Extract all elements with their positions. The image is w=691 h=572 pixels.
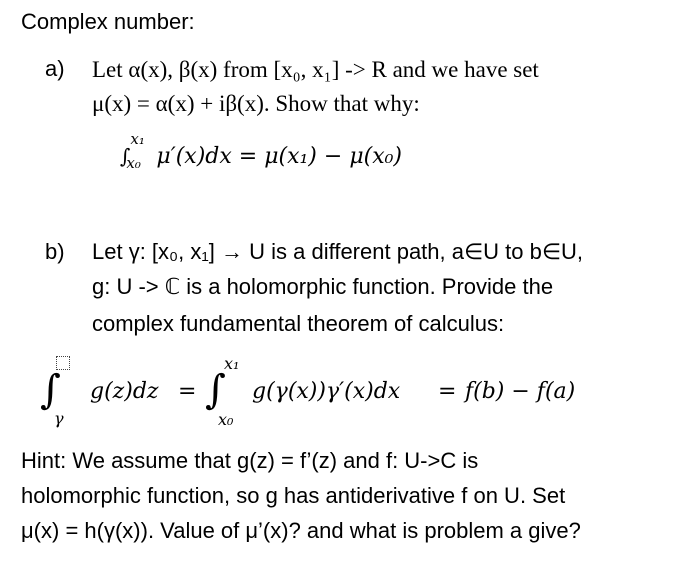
part-b-line3: complex fundamental theorem of calculus:	[92, 311, 505, 336]
contour-lower-limit: γ	[54, 409, 64, 428]
equals-sign-2: =	[438, 379, 457, 404]
part-a-equation	[120, 130, 403, 172]
part-a-line2: μ(x) = α(x) + iβ(x). Show that why:	[92, 91, 420, 116]
lhs: g(z)dz	[90, 379, 159, 404]
contour-integral-sign: ∫	[40, 367, 61, 413]
hint-line1: Hint: We assume that g(z) = f’(z) and f: U->C is	[21, 448, 479, 473]
integral-sign: ∫	[120, 144, 131, 168]
heading: Complex number:	[21, 9, 195, 34]
part-a-line1-prefix: Let α(x), β(x) from [x₀, x₁] ->	[92, 57, 372, 82]
integral-lower-limit: x₀	[126, 154, 141, 172]
integral-2-lower: x₀	[218, 410, 234, 429]
equals-sign-1: =	[178, 379, 197, 404]
integral-2-upper: x₁	[224, 354, 240, 373]
part-b-marker: b)	[45, 239, 65, 264]
part-a-line1	[92, 55, 539, 84]
integral-upper-limit: x₁	[130, 130, 145, 148]
equals-sign: =	[231, 144, 265, 169]
part-a-line1-suffix: and we have set	[386, 57, 539, 82]
part-b-line2: g: U -> ℂ is a holomorphic function. Provide the	[92, 274, 554, 299]
integrand: μ′(x)dx	[156, 144, 232, 169]
part-b-line1: Let γ: [x₀, x₁] → U is a different path, a∈U to b∈U,	[92, 239, 584, 264]
part-a-line1-R: R	[371, 57, 387, 82]
rhs-b: f(b) − f(a)	[465, 379, 576, 404]
rhs: μ(x₁) − μ(x₀)	[264, 144, 403, 169]
part-a-marker: a)	[45, 56, 65, 81]
integral-sign-2: ∫	[205, 367, 226, 413]
hint-line3: μ(x) = h(γ(x)). Value of μ’(x)? and what is problem a give?	[21, 518, 581, 543]
hint-line2: holomorphic function, so g has antiderivative f on U. Set	[21, 483, 566, 508]
middle-term: g(γ(x))γ′(x)dx	[252, 379, 401, 404]
